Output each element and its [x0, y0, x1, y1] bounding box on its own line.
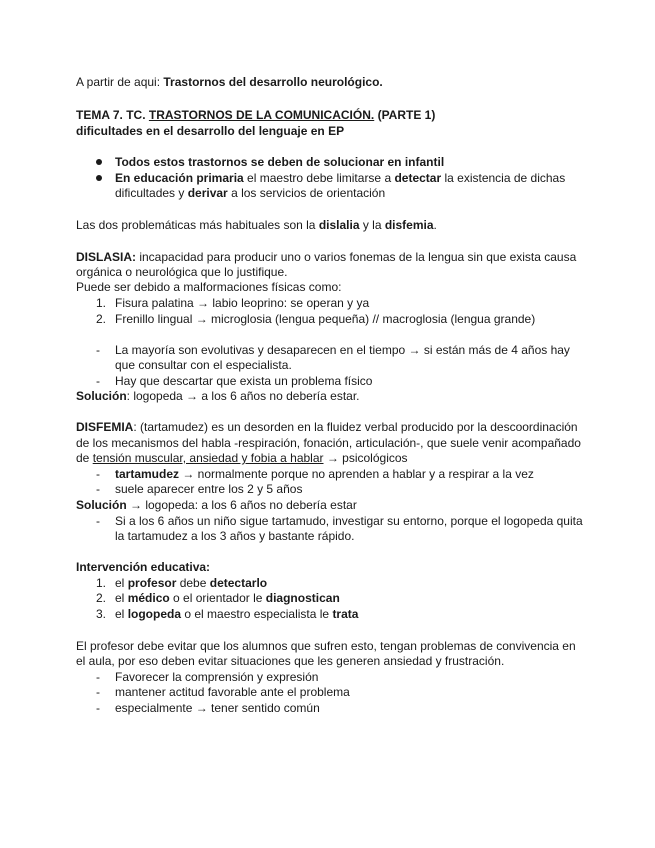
dash-marker: - — [96, 467, 100, 481]
disfemia-def-cont-2 — [76, 451, 408, 466]
closing-item-1: Favorecer la comprensión y expresión — [115, 670, 319, 684]
bullet-dot — [96, 159, 102, 165]
problems-dislalia: dislalia — [318, 218, 360, 232]
problems-text: . — [433, 218, 437, 232]
intro-line — [76, 75, 383, 90]
item-emph: detectarlo — [209, 576, 268, 590]
tartamudez-term: tartamudez — [115, 467, 180, 481]
closing-item-2: mantener actitud favorable ante el problema — [115, 685, 350, 699]
list-number: 2. — [96, 312, 107, 326]
intro-title: Trastornos del desarrollo neurológico. — [163, 75, 383, 89]
dash-marker: - — [96, 482, 100, 496]
item-emph: profesor — [127, 576, 177, 590]
bullet-2-derivar: derivar — [187, 186, 228, 200]
item-text: debe — [176, 576, 210, 590]
solution-text: : logopeda → a los 6 años no debería estar. — [126, 389, 360, 403]
bullet-2-text: el maestro debe limitarse a — [243, 171, 395, 185]
solution-label: Solución — [76, 498, 127, 512]
item-emph: logopeda — [127, 607, 182, 621]
dislalia-solution — [76, 389, 360, 404]
dash-marker: - — [96, 514, 100, 528]
disfemia-note-2: suele aparecer entre los 2 y 5 años — [115, 482, 303, 496]
dislalia-def — [76, 250, 576, 265]
list-number: 1. — [96, 296, 107, 310]
bullet-2-emph: En educación primaria — [115, 171, 244, 185]
closing-item-3: especialmente → tener sentido común — [115, 701, 320, 715]
closing-text-cont: el aula, por eso deben evitar situaciones que les generen ansiedad y frustración. — [76, 654, 505, 668]
intro-prefix: A partir de aqui: — [76, 75, 164, 89]
dislalia-note-2: Hay que descartar que exista un problema físico — [115, 374, 373, 388]
bullet-1: Todos estos trastornos se deben de solucionar en infantil — [115, 155, 445, 169]
problems-line — [76, 218, 437, 233]
dislalia-note-1: La mayoría son evolutivas y desaparecen en el tiempo → si están más de 4 años hay — [115, 343, 570, 357]
bullet-2-text: dificultades y — [115, 186, 188, 200]
item-text: el — [115, 576, 128, 590]
bullet-dot — [96, 175, 102, 181]
problems-text: y la — [359, 218, 385, 232]
solution-label: Solución — [76, 389, 127, 403]
item-text: o el orientador le — [169, 591, 266, 605]
item-text: el — [115, 607, 128, 621]
item-emph: diagnostican — [265, 591, 340, 605]
disfemia-text: de — [76, 451, 93, 465]
tema-part: (PARTE 1) — [374, 108, 436, 122]
tema-name: TRASTORNOS DE LA COMUNICACIÓN. — [148, 108, 375, 122]
disfemia-def — [76, 420, 578, 435]
dislalia-causes: Puede ser debido a malformaciones físicas como: — [76, 280, 342, 294]
tema-subtitle: dificultades en el desarrollo del lenguaje en EP — [76, 124, 345, 138]
disfemia-def-cont: de los mecanismos del habla -respiración, fonación, articulación-, que suele venir acompañado — [76, 436, 581, 450]
item-emph: médico — [127, 591, 170, 605]
bullet-2-text: a los servicios de orientación — [227, 186, 386, 200]
disfemia-text: → normalmente porque no aprenden a hablar y a respirar a la vez — [179, 467, 534, 481]
dislalia-note-1-cont: que consultar con el especialista. — [115, 358, 292, 372]
disfemia-note-3-cont: la tartamudez a los 3 años y bastante rápido. — [115, 529, 355, 543]
dislalia-item-2: Frenillo lingual → microglosia (lengua pequeña) // macroglosia (lengua grande) — [115, 312, 536, 326]
tema-number: TEMA 7. TC. — [76, 108, 149, 122]
item-emph: trata — [332, 607, 359, 621]
problems-text: Las dos problemáticas más habituales son la — [76, 218, 319, 232]
intervencion-item-2 — [115, 591, 340, 606]
item-text: o el maestro especialista le — [181, 607, 333, 621]
disfemia-causes: tensión muscular, ansiedad y fobia a hablar — [92, 451, 324, 465]
dash-marker: - — [96, 343, 100, 357]
disfemia-note-1 — [115, 467, 534, 482]
solution-text: → logopeda: a los 6 años no debería estar — [126, 498, 357, 512]
dash-marker: - — [96, 670, 100, 684]
dash-marker: - — [96, 685, 100, 699]
bullet-2 — [115, 171, 565, 186]
dislalia-label: DISLASIA: — [76, 250, 136, 264]
disfemia-solution — [76, 498, 357, 513]
bullet-2-cont — [115, 186, 385, 201]
dislalia-def-cont: orgánica o neurológica que lo justifique. — [76, 265, 288, 279]
disfemia-label: DISFEMIA — [76, 420, 134, 434]
intervencion-item-1 — [115, 576, 267, 591]
dash-marker: - — [96, 374, 100, 388]
disfemia-text: : (tartamudez) es un desorden en la fluidez verbal producido por la descoordinación — [133, 420, 578, 434]
disfemia-text: → psicológicos — [323, 451, 408, 465]
bullet-2-text: la existencia de dichas — [441, 171, 566, 185]
dislalia-text: incapacidad para producir uno o varios fonemas de la lengua sin que exista causa — [136, 250, 577, 264]
list-number: 1. — [96, 576, 107, 590]
list-number: 2. — [96, 591, 107, 605]
item-text: el — [115, 591, 128, 605]
closing-text: El profesor debe evitar que los alumnos que sufren esto, tengan problemas de convivencia en — [76, 639, 576, 653]
tema-title — [76, 108, 435, 123]
problems-disfemia: disfemia — [384, 218, 434, 232]
intervencion-item-3 — [115, 607, 358, 622]
dislalia-item-1: Fisura palatina → labio leoprino: se operan y ya — [115, 296, 370, 310]
dash-marker: - — [96, 701, 100, 715]
bullet-2-detectar: detectar — [394, 171, 442, 185]
disfemia-note-3: Si a los 6 años un niño sigue tartamudo, investigar su entorno, porque el logopeda quita — [115, 514, 583, 528]
list-number: 3. — [96, 607, 107, 621]
intervencion-title: Intervención educativa: — [76, 560, 211, 574]
